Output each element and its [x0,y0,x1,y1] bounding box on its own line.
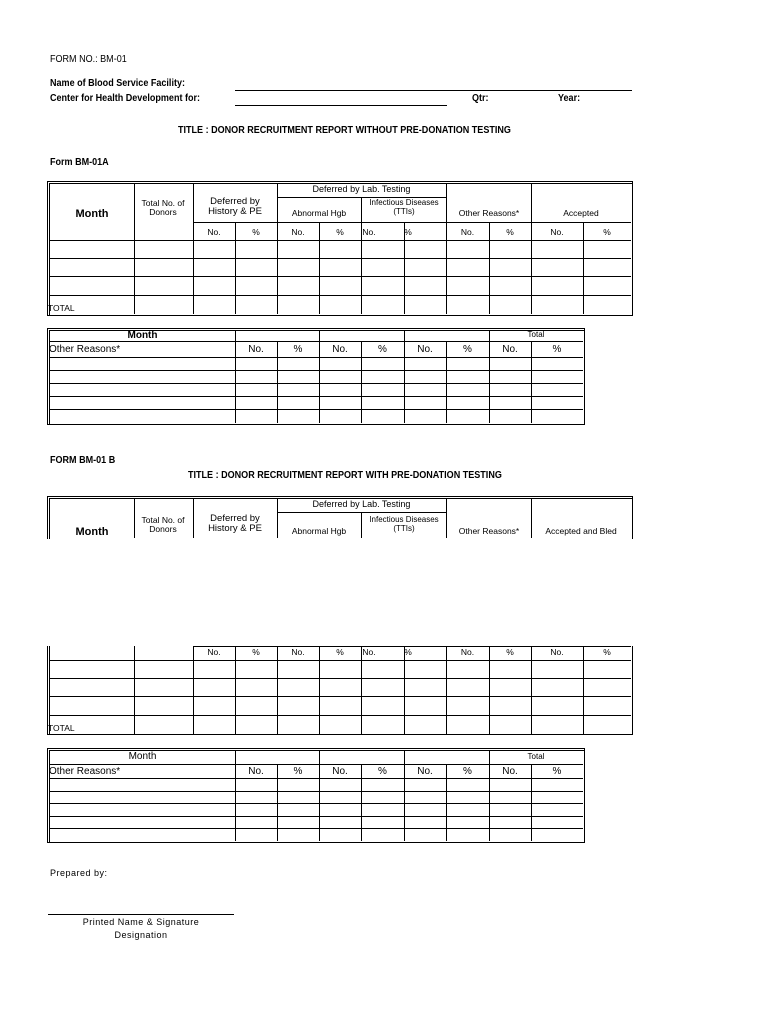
form-b-other-no: No. [502,766,518,777]
form-a-other-pct: % [293,344,303,355]
designation-label: Designation [114,930,168,940]
form-b-code: FORM BM-01 B [50,454,116,466]
qtr-label: Qtr: [472,92,489,104]
chd-line[interactable] [235,105,447,106]
form-b-other-reasons-label: Other Reasons* [49,766,121,777]
form-b-no-header: No. [362,647,376,657]
form-b-deferred-lab-header: Deferred by Lab. Testing [312,499,411,509]
form-a-other-month-header: Month [127,330,158,341]
signature-line[interactable] [48,914,234,915]
form-b-no-header: No. [460,647,475,657]
form-b-title: TITLE : DONOR RECRUITMENT REPORT WITH PRE-DONATION TESTING [188,469,502,481]
form-b-other-pct: % [463,766,472,777]
form-a-deferred-lab-header: Deferred by Lab. Testing [312,184,411,194]
form-b-other-total-header: Total [527,752,545,761]
form-a-other-no: No. [502,344,518,355]
form-a-accepted-header: Accepted [563,208,599,218]
form-number: FORM NO.: BM-01 [50,53,127,65]
form-b-pct-header: % [252,647,260,657]
form-b-total-label: TOTAL [48,723,75,733]
form-b-other-reasons-header: Other Reasons* [458,526,520,536]
form-b-no-header: No. [207,647,221,657]
year-label: Year: [558,92,581,104]
form-a-total-donors-header: Total No. of Donors [141,198,185,218]
form-b-other-month-header: Month [128,751,157,762]
form-a-infectious-header: Infectious Diseases (TTIs) [369,198,439,216]
form-b-other-pct: % [293,766,303,777]
form-a-other-pct: % [378,344,387,355]
form-b-no-header: No. [291,647,305,657]
form-a-no-header: No. [207,227,221,237]
facility-line[interactable] [235,90,632,91]
form-b-infectious-header: Infectious Diseases (TTIs) [369,515,439,533]
prepared-by-label: Prepared by: [50,868,108,878]
form-b-other-pct: % [552,766,562,777]
form-b-accepted-header: Accepted and Bled [545,526,617,536]
form-a-month-header: Month [75,208,109,220]
form-b-pct-header: % [506,647,514,657]
form-a-no-header: No. [460,227,475,237]
form-a-other-total-header: Total [527,330,545,339]
form-b-pct-header: % [603,647,611,657]
form-b-other-no: No. [248,766,264,777]
form-b-deferred-history-header: Deferred by History & PE [208,513,262,535]
form-a-no-header: No. [362,227,376,237]
form-a-pct-header: % [252,227,260,237]
form-a-other-pct: % [552,344,562,355]
form-b-other-no: No. [417,766,433,777]
form-b-other-no: No. [332,766,348,777]
form-b-other-pct: % [378,766,387,777]
form-b-month-header: Month [75,526,109,538]
form-a-other-no: No. [332,344,348,355]
form-a-abnormal-hgb-header: Abnormal Hgb [291,208,347,218]
form-b-pct-header: % [336,647,344,657]
form-a-pct-header: % [336,227,344,237]
form-a-title: TITLE : DONOR RECRUITMENT REPORT WITHOUT PRE-DONATION TESTING [178,124,511,136]
signature-label: Printed Name & Signature [82,917,200,927]
form-b-abnormal-hgb-header: Abnormal Hgb [291,526,347,536]
form-a-no-header: No. [550,227,564,237]
form-a-pct-header: % [603,227,611,237]
form-a-code: Form BM-01A [50,156,109,168]
form-a-other-reasons-label: Other Reasons* [49,344,121,355]
form-a-other-no: No. [248,344,264,355]
form-b-no-header: No. [550,647,564,657]
chd-label: Center for Health Development for: [50,92,201,104]
form-a-other-reasons-header: Other Reasons* [458,208,520,218]
form-b-total-donors-header: Total No. of Donors [141,515,185,535]
form-a-other-pct: % [463,344,472,355]
form-a-total-label: TOTAL [48,303,75,313]
form-a-pct-header: % [506,227,514,237]
form-a-pct-header: % [404,227,412,237]
form-b-pct-header: % [404,647,412,657]
form-a-other-no: No. [417,344,433,355]
form-a-no-header: No. [291,227,305,237]
form-a-deferred-history-header: Deferred by History & PE [208,196,262,218]
facility-label: Name of Blood Service Facility: [50,77,185,89]
